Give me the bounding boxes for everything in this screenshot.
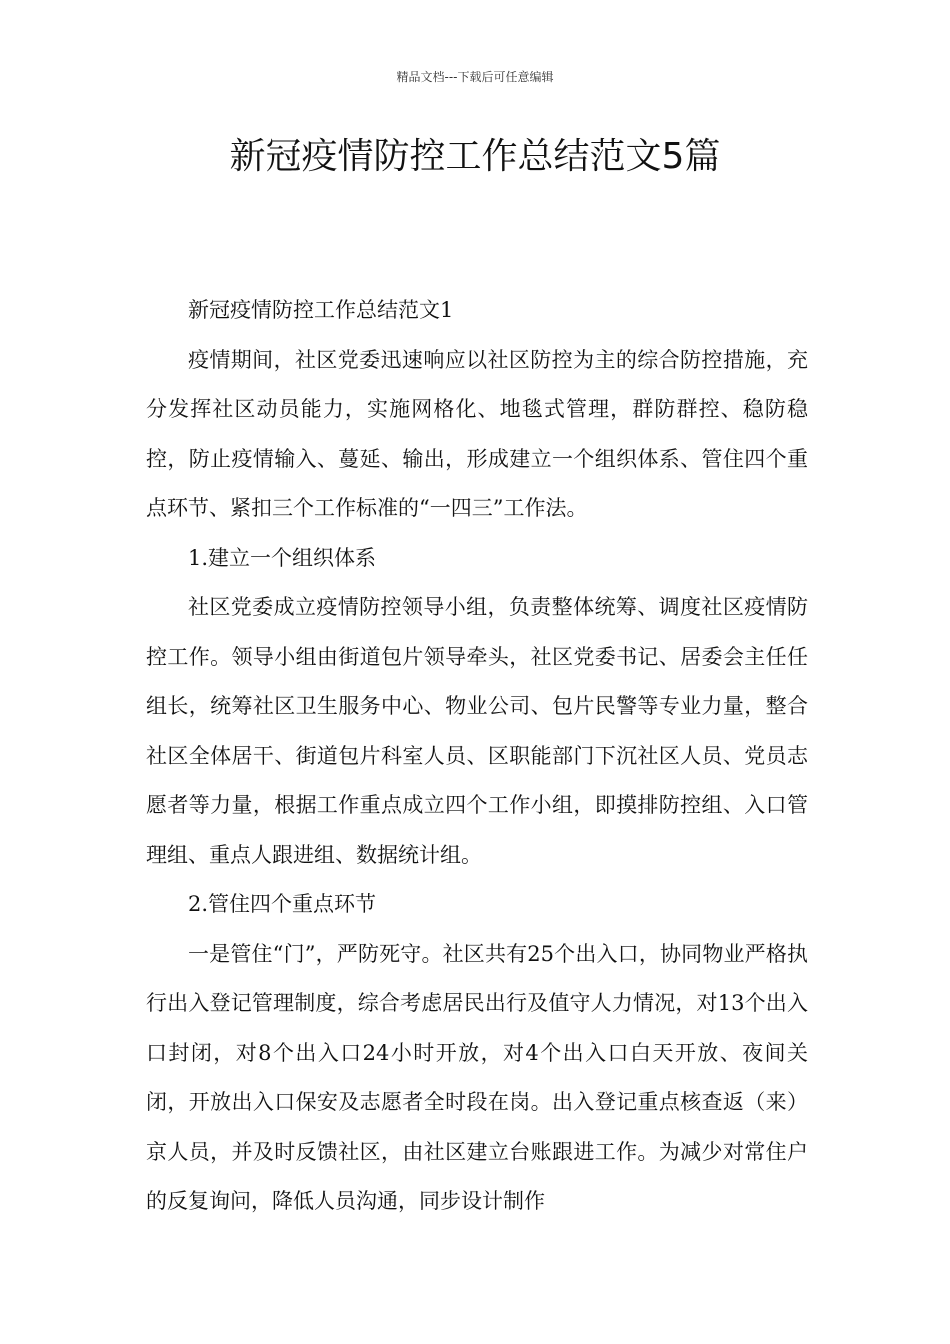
body-paragraph-3: 一是管住“门”，严防死守。社区共有25个出入口，协同物业严格执行出入登记管理制度，综合考虑居民出行及值守人力情况，对13个出入口封闭，对8个出入口24小时开放，对4个出入口白天开放、夜间关闭，开放出入口保安及志愿者全时段在岗。出入登记重点核查返（来）京人员，并及时反馈社区，由社区建立台账跟进工作。为减少对常住户的反复询问，降低人员沟通，同步设计制作 <box>146 941 808 1213</box>
document-title: 新冠疫情防控工作总结范文5篇 <box>229 136 721 177</box>
header-note: 精品文档---下载后可任意编辑 <box>396 70 554 84</box>
document-body <box>146 286 808 1227</box>
body-paragraph-1: 疫情期间，社区党委迅速响应以社区防控为主的综合防控措施，充分发挥社区动员能力，实施网格化、地毯式管理，群防群控、稳防稳控，防止疫情输入、蔓延、输出，形成建立一个组织体系、管住四个重点环节、紧扣三个工作标准的“一四三”工作法。 <box>146 347 808 520</box>
section-heading-1: 新冠疫情防控工作总结范文1 <box>188 298 454 322</box>
section-heading-2: 1.建立一个组织体系 <box>188 545 377 570</box>
body-paragraph-2: 社区党委成立疫情防控领导小组，负责整体统筹、调度社区疫情防控工作。领导小组由街道包片领导牵头，社区党委书记、居委会主任任组长，统筹社区卫生服务中心、物业公司、包片民警等专业力量，整合社区全体居干、街道包片科室人员、区职能部门下沉社区人员、党员志愿者等力量，根据工作重点成立四个工作小组，即摸排防控组、入口管理组、重点人跟进组、数据统计组。 <box>146 595 808 867</box>
section-heading-3: 2.管住四个重点环节 <box>188 892 377 916</box>
